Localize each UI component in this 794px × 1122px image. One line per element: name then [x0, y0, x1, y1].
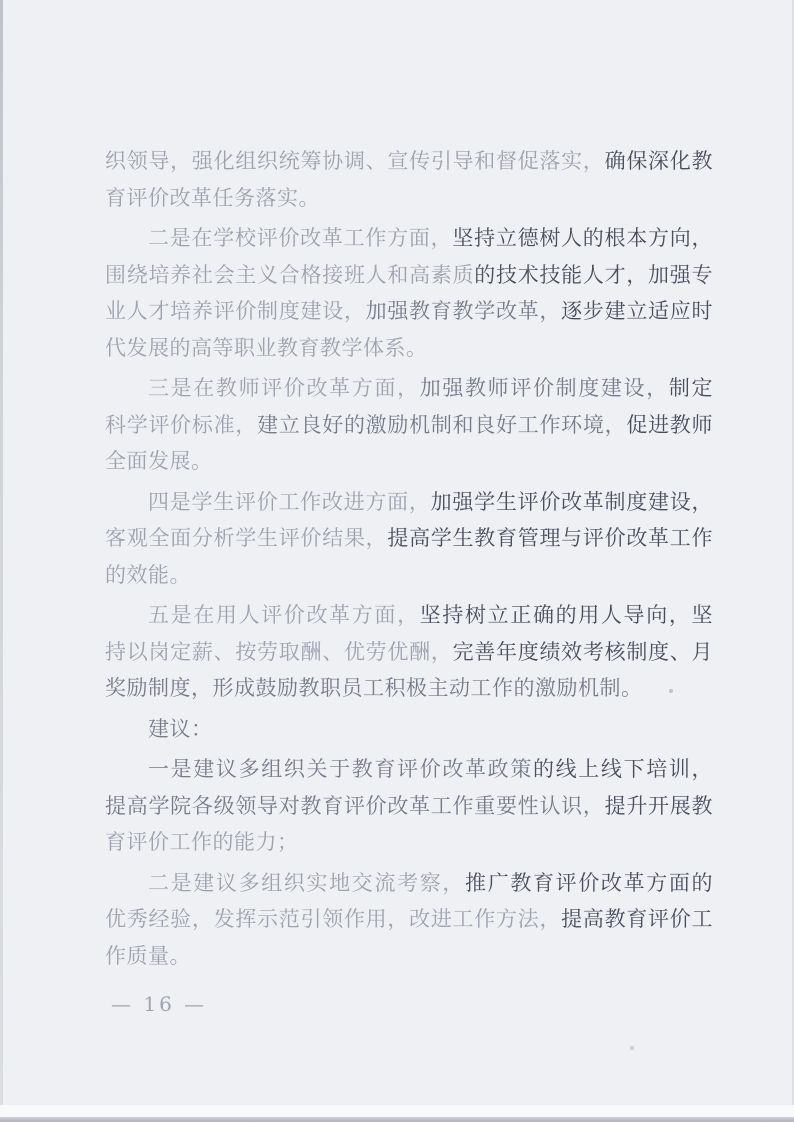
text-segment: 一是建议多组织关于教育评价改革政策	[148, 757, 533, 781]
text-segment: 坚持树立正确的用人导向，坚	[419, 603, 713, 627]
text-segment: 制定	[668, 376, 714, 400]
text-segment: 五是在用人评价改革方面，	[148, 603, 420, 627]
text-segment: 四是学生评价工作改进方面，	[148, 489, 431, 514]
text-segment: 代发展的高等职业教育教学体系。	[105, 335, 428, 360]
text-line	[105, 751, 713, 788]
text-line	[105, 824, 713, 861]
text-segment: 建立良好的激励机制和良好工作环境，	[257, 412, 627, 437]
text-segment: 围绕培养社会主义合格接班人和高素质	[105, 262, 475, 287]
text-segment: 持以岗定薪、按劳取酬、优劳优酬，	[105, 639, 453, 664]
text-line	[105, 330, 713, 367]
text-line	[105, 711, 713, 748]
text-segment: 二是建议多组织实地交流考察，	[148, 870, 466, 895]
paragraph	[105, 597, 713, 707]
scan-edge-bottom-shadow	[0, 1117, 794, 1122]
text-line	[105, 220, 713, 257]
text-segment: 提高学院各级领导对教育评价改革工作重要性认识，	[105, 793, 605, 818]
text-line	[105, 407, 713, 444]
text-line	[105, 180, 713, 217]
text-segment: 全面发展。	[105, 449, 213, 473]
text-line	[105, 443, 713, 480]
page-number: — 16 —	[111, 992, 208, 1016]
text-segment: 推广教育评价改革方面的	[465, 870, 714, 895]
scan-speck	[669, 689, 673, 693]
text-line	[105, 670, 713, 707]
text-line	[105, 257, 713, 294]
text-segment: 二是在学校评价改革工作方面，	[148, 226, 453, 250]
text-line	[105, 293, 713, 330]
text-segment: 建议：	[148, 716, 213, 741]
text-segment: 育评价改革任务落实。	[105, 185, 320, 210]
text-segment: 的技术技能人才，加强专	[474, 262, 714, 287]
text-segment: 的效能。	[105, 562, 191, 587]
text-segment: 完善年度绩效考核制度、月	[452, 639, 714, 664]
text-segment: 三是在教师评价改革方面，	[148, 376, 420, 400]
text-line	[105, 901, 713, 938]
paragraph	[105, 865, 713, 975]
paragraph	[105, 370, 713, 480]
text-segment: 加强学生评价改革制度建设，	[430, 489, 714, 514]
text-segment: 提升开展教	[604, 793, 713, 818]
text-segment: 奖励制度，形成鼓励教职员工积极主动工作的激励机制。	[105, 676, 643, 700]
text-line	[105, 520, 713, 557]
text-line	[105, 938, 713, 975]
scan-speck	[630, 1046, 634, 1050]
text-line	[105, 143, 713, 180]
text-line	[105, 788, 713, 825]
text-segment: 织领导，强化组织统筹协调、宣传引导和督促落实，	[105, 149, 605, 173]
text-segment: 加强教师评价制度建设，	[419, 376, 669, 400]
text-segment: 客观全面分析学生评价结果，	[105, 526, 388, 550]
text-segment: 的线上线下培训，	[532, 757, 714, 781]
paragraph	[105, 711, 713, 748]
paragraph	[105, 143, 713, 216]
text-line	[105, 484, 713, 521]
text-line	[105, 370, 713, 407]
scan-edge-left	[0, 0, 3, 1122]
scan-edge-bottom-highlight	[0, 1105, 794, 1117]
text-segment: 逐步建立适应时	[561, 299, 714, 323]
paragraph	[105, 220, 713, 366]
text-segment: 科学评价标准，	[105, 412, 258, 437]
text-line	[105, 557, 713, 594]
text-segment: 育评价工作的能力；	[105, 830, 299, 854]
text-segment: 提高教育评价工	[561, 907, 714, 931]
text-segment: 加强教育教学改革，	[365, 299, 562, 323]
document-body	[105, 143, 713, 974]
text-line	[105, 865, 713, 902]
text-line	[105, 634, 713, 671]
text-segment: 作质量。	[105, 943, 191, 968]
text-segment: 坚持立德树人的根本方向，	[452, 226, 713, 250]
text-segment: 优秀经验，发挥示范引领作用，改进工作方法，	[105, 907, 562, 931]
text-segment: 确保深化教	[604, 149, 713, 173]
text-segment: 提高学生教育管理与评价改革工作	[387, 526, 714, 550]
paragraph	[105, 484, 713, 594]
text-segment: 业人才培养评价制度建设，	[105, 299, 366, 323]
paragraph	[105, 751, 713, 861]
text-line	[105, 597, 713, 634]
text-segment: 促进教师	[626, 412, 714, 437]
